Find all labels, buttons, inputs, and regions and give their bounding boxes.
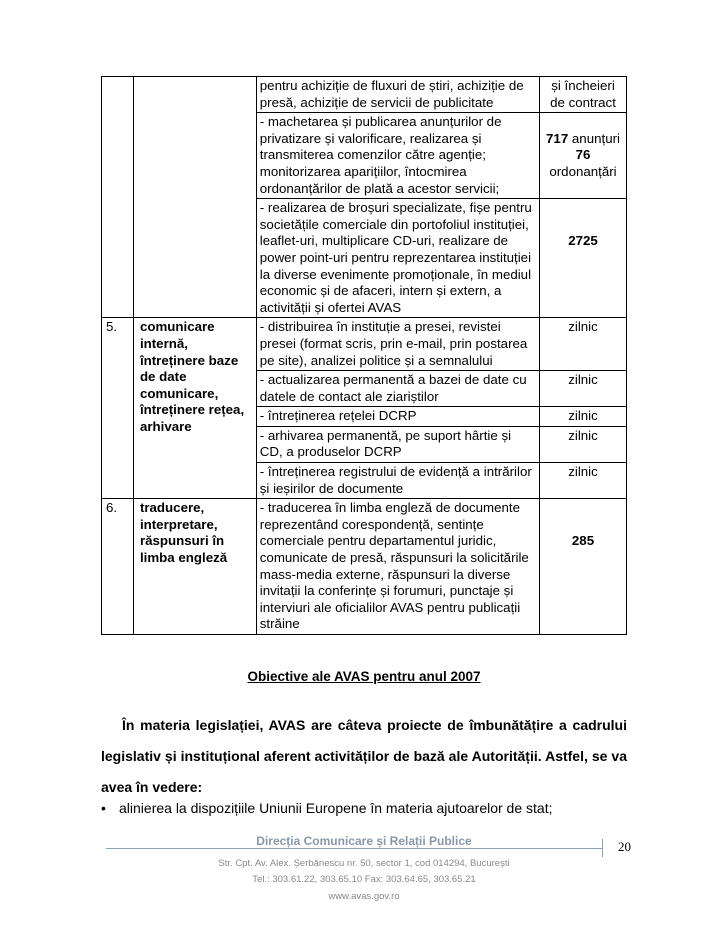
row-number: 5. <box>102 318 134 499</box>
section-heading: Obiective ale AVAS pentru anul 2007 <box>247 669 481 684</box>
table-row <box>102 113 627 199</box>
footer-phones: Tel.: 303.61.22, 303.65.10 Fax: 303.64.65, 303.65.21 <box>252 874 476 885</box>
result-cell: zilnic <box>540 463 627 499</box>
table-row <box>102 199 627 318</box>
result-cell: 717 anunțuri 76 ordonanțări <box>540 113 627 199</box>
activities-table <box>101 76 627 635</box>
footer-address: Str. Cpt. Av. Alex. Șerbănescu nr. 50, sector 1, cod 014294, București <box>218 858 510 869</box>
activity-cell: - traducerea în limba engleză de documente reprezentând corespondență, sentințe comerciale pentru departamentul juridic, comunicate de presă, răspunsuri la solicitările mass-media externe, răspunsuri la diverse invitații la conferințe și forumuri, punctaje și interviuri ale oficialilor AVAS pentru publicații străine <box>256 499 539 635</box>
row-number: 6. <box>102 499 134 635</box>
result-cell: 2725 <box>540 199 627 318</box>
domain-cell <box>133 77 256 113</box>
activity-cell: - machetarea și publicarea anunțurilor de privatizare și valorificare, realizarea și transmiterea comenzilor către agenție; monitorizarea aparițiilor, întocmirea ordonanțărilor de plată a acestor servicii; <box>256 113 539 199</box>
page-number: 20 <box>602 839 631 857</box>
activity-cell: - arhivarea permanentă, pe suport hârtie și CD, a produselor DCRP <box>256 426 539 462</box>
result-cell: 285 <box>540 499 627 635</box>
activity-cell: - întreținerea registrului de evidență a intrărilor și ieșirilor de documente <box>256 463 539 499</box>
domain-cell: traducere, interpretare, răspunsuri în limba engleză <box>133 499 256 635</box>
result-cell: zilnic <box>540 426 627 462</box>
row-number <box>102 77 134 113</box>
activity-cell: pentru achiziție de fluxuri de știri, achiziție de presă, achiziție de servicii de publicitate <box>256 77 539 113</box>
body-paragraph: În materia legislației, AVAS are câteva proiecte de îmbunătățire a cadrului legislativ și instituțional aferent activităților de bază ale Autorității. Astfel, se va avea în vedere: <box>101 717 627 795</box>
bullet-icon: • <box>101 800 106 816</box>
activity-cell: - distribuirea în instituție a presei, revistei presei (format scris, prin e-mail, prin postarea pe site), analizei politice și a semnalului <box>256 318 539 371</box>
result-cell: zilnic <box>540 371 627 407</box>
footer-title: Direcția Comunicare și Relații Publice <box>256 834 472 848</box>
result-cell: și încheieri de contract <box>540 77 627 113</box>
domain-cell: comunicare internă, întreținere baze de date comunicare, întreținere rețea, arhivare <box>133 318 256 499</box>
table-row <box>102 77 627 113</box>
result-cell: zilnic <box>540 318 627 371</box>
footer-website: www.avas.gov.ro <box>328 891 400 902</box>
activity-cell: - actualizarea permanentă a bazei de date cu datele de contact ale ziariștilor <box>256 371 539 407</box>
activity-cell: - realizarea de broșuri specializate, fișe pentru societățile comerciale din portofoliul instituției, leaflet-uri, multiplicare CD-uri, realizare de power point-uri pentru reprezentarea instituției la diverse evenimente promoționale, în mediul economic și de afaceri, intern și extern, a activității și ofertei AVAS <box>256 199 539 318</box>
footer-divider <box>106 848 602 849</box>
bullet-item: • alinierea la dispozițiile Uniunii Europene în materia ajutoarelor de stat; <box>101 800 553 816</box>
table-row <box>102 499 627 635</box>
result-cell: zilnic <box>540 407 627 427</box>
table-row <box>102 318 627 371</box>
activity-cell: - întreținerea rețelei DCRP <box>256 407 539 427</box>
